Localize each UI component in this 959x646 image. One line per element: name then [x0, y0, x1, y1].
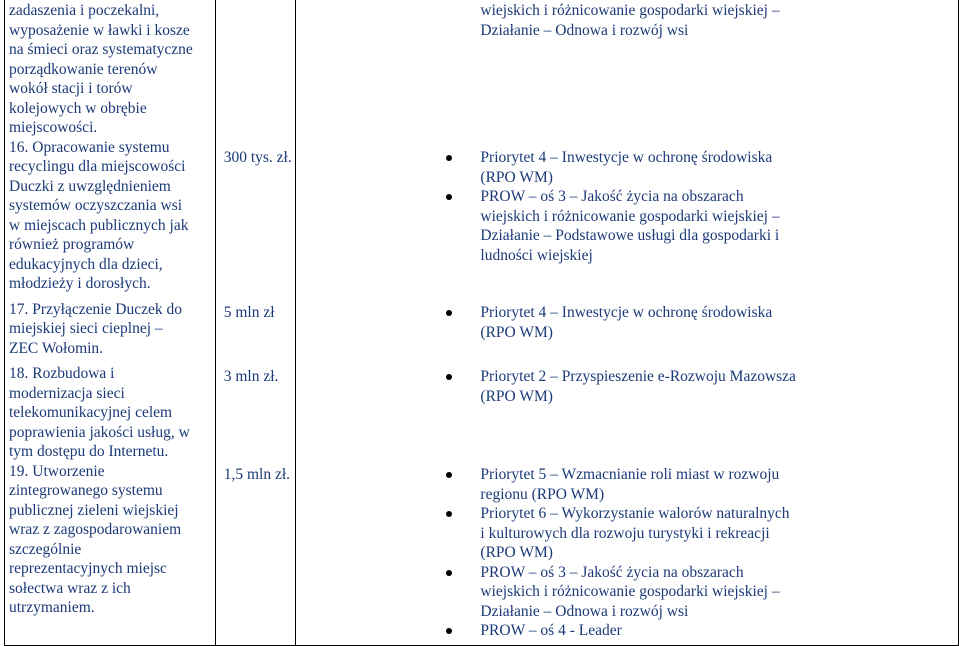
priority-item — [296, 621, 856, 641]
priority-item — [296, 367, 856, 406]
task-paragraph-p18 — [9, 364, 210, 462]
priority-group-19 — [296, 465, 856, 641]
amount-17: 5 mln zł — [223, 304, 275, 321]
priority-line: Priorytet 2 – Przyspieszenie e-Rozwoju Mazowsza — [480, 368, 796, 385]
task-line: wyposażenie w ławki i kosze — [9, 21, 190, 39]
task-line: porządkowanie terenów — [9, 60, 158, 78]
priority-line: Działanie – Odnowa i rozwój wsi — [480, 21, 689, 39]
task-line: młodzieży i dorosłych. — [9, 275, 151, 292]
task-line: reprezentacyjnych miejsc — [9, 560, 167, 577]
amounts-column — [215, 0, 296, 646]
priority-line: (RPO WM) — [480, 323, 553, 341]
priority-item — [296, 303, 856, 342]
task-line: wokół stacji i torów — [9, 80, 133, 97]
tasks-column — [5, 0, 216, 646]
task-line: zadaszenia i poczekalni, — [9, 2, 160, 19]
priority-line: PROW – oś 3 – Jakość życia na obszarach — [480, 188, 744, 205]
bullet-icon — [446, 374, 452, 380]
task-line: ZEC Wołomin. — [9, 339, 104, 357]
priority-line: (RPO WM) — [480, 387, 553, 405]
priority-line: ludności wiejskiej — [480, 246, 593, 264]
task-line: recyclingu dla miejscowości — [9, 158, 186, 175]
task-line: systemów oczyszczania wsi — [9, 197, 183, 214]
priority-line: Priorytet 4 – Inwestycje w ochronę środowiska — [480, 304, 773, 321]
task-line: tym dostępu do Internetu. — [9, 443, 169, 460]
bullet-icon — [446, 511, 452, 517]
task-line: wraz z zagospodarowaniem — [9, 521, 182, 538]
amount-18: 3 mln zł. — [223, 368, 279, 385]
bullet-icon — [446, 628, 452, 634]
task-line: kolejowych w obrębie — [9, 99, 147, 117]
priority-item — [296, 504, 856, 563]
priority-line: i kulturowych dla rozwoju turystyki i rekreacji — [480, 524, 770, 542]
priority-line: Priorytet 5 – Wzmacnianie roli miast w rozwoju — [480, 466, 780, 483]
priority-line: regionu (RPO WM) — [480, 485, 605, 503]
priority-item — [296, 187, 856, 265]
task-line: miejskiej sieci cieplnej – — [9, 320, 163, 337]
priority-line: (RPO WM) — [480, 168, 553, 186]
task-line: modernizacja sieci — [9, 384, 125, 402]
task-line: sołectwa wraz z ich — [9, 579, 131, 597]
priority-line: wiejskich i różnicowanie gospodarki wiejskiej – — [480, 583, 780, 600]
bullet-icon — [446, 472, 452, 478]
task-paragraph-p19 — [9, 462, 210, 618]
task-line: edukacyjnych dla dzieci, — [9, 255, 163, 273]
priority-item — [296, 148, 856, 187]
amount-19: 1,5 mln zł. — [223, 466, 291, 483]
priority-line: Działanie – Odnowa i rozwój wsi — [480, 602, 689, 620]
priority-line: wiejskich i różnicowanie gospodarki wiejskiej – — [480, 2, 780, 19]
task-line: telekomunikacyjnej celem — [9, 404, 173, 421]
priority-group-16 — [296, 148, 856, 265]
priority-line: Priorytet 6 – Wykorzystanie walorów naturalnych — [480, 505, 790, 522]
task-line: zintegrowanego systemu — [9, 482, 163, 499]
bullet-icon — [446, 310, 452, 316]
task-line: w miejscach publicznych jak — [9, 216, 189, 234]
priority-line: PROW – oś 3 – Jakość życia na obszarach — [480, 563, 744, 581]
task-paragraph-p16 — [9, 138, 210, 294]
task-line: szczególnie — [9, 540, 82, 558]
bullet-icon — [446, 155, 452, 161]
priority-line: wiejskich i różnicowanie gospodarki wiejskiej – — [480, 207, 780, 225]
amount-16: 300 tys. zł. — [223, 149, 292, 166]
tasks-text — [9, 1, 210, 618]
priority-line: PROW – oś 4 - Leader — [480, 622, 622, 639]
priority-line: (RPO WM) — [480, 544, 553, 561]
task-line: publicznej zieleni wiejskiej — [9, 501, 179, 519]
priority-group-18 — [296, 367, 856, 406]
priority-line: Priorytet 4 – Inwestycje w ochronę środowiska — [480, 149, 773, 166]
funding-sources-column — [296, 0, 959, 646]
task-line: 17. Przyłączenie Duczek do — [9, 300, 183, 318]
bullet-icon — [446, 194, 452, 200]
document-table — [4, 0, 959, 646]
task-paragraph-p1 — [9, 1, 210, 138]
task-line: 18. Rozbudowa i — [9, 365, 115, 382]
task-line: również programów — [9, 236, 135, 253]
task-line: 19. Utworzenie — [9, 462, 105, 480]
priority-item — [296, 465, 856, 504]
priority-group-17 — [296, 303, 856, 342]
task-line: Duczki z uwzględnieniem — [9, 177, 171, 195]
task-line: 16. Opracowanie systemu — [9, 138, 170, 156]
task-line: utrzymaniem. — [9, 599, 95, 616]
task-line: miejscowości. — [9, 119, 98, 136]
bullet-icon — [446, 570, 452, 576]
priority-top — [296, 1, 856, 40]
priority-line: Działanie – Podstawowe usługi dla gospodarki i — [480, 227, 780, 244]
priority-item — [296, 563, 856, 622]
task-line: na śmieci oraz systematyczne — [9, 41, 193, 58]
task-line: poprawienia jakości usług, w — [9, 423, 190, 441]
task-paragraph-p17 — [9, 300, 210, 359]
